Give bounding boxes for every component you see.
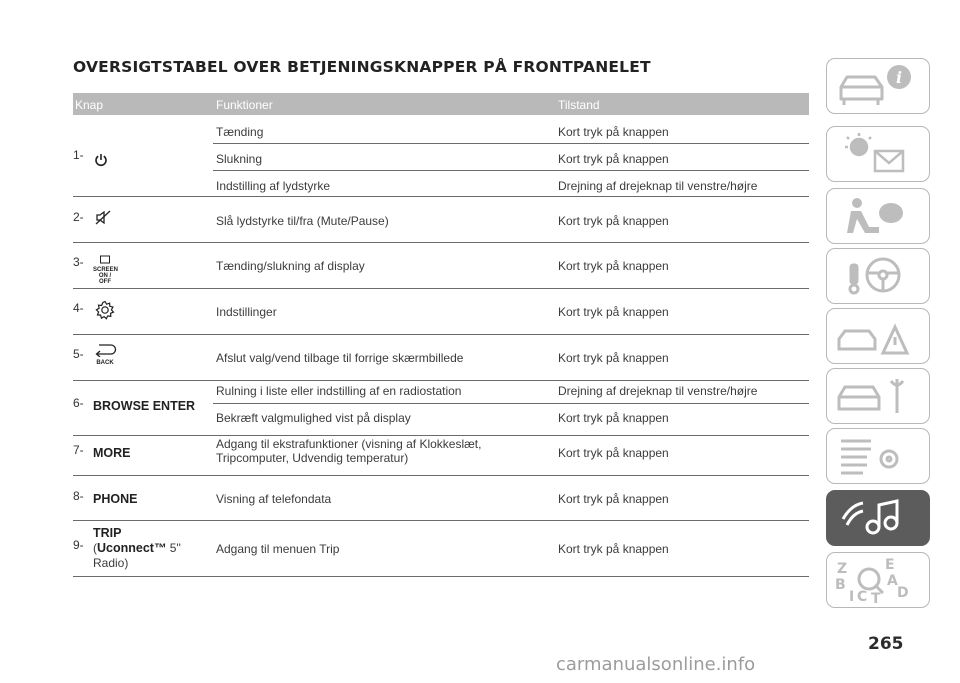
mute-speaker-icon [95, 210, 111, 228]
function-text: Slå lydstyrke til/fra (Mute/Pause) [216, 214, 389, 228]
state-text: Kort tryk på knappen [558, 305, 669, 319]
table-row [73, 335, 809, 380]
power-icon [94, 153, 108, 170]
function-text-line: Tripcomputer, Udvendig temperatur) [216, 451, 409, 465]
index-letter: A [887, 573, 898, 589]
state-text: Kort tryk på knappen [558, 152, 669, 166]
screen-icon [93, 253, 117, 285]
table-row [73, 381, 809, 435]
state-text: Kort tryk på knappen [558, 542, 669, 556]
row-number: 9- [73, 538, 84, 552]
row-number: 4- [73, 301, 84, 315]
function-text: Tænding [216, 125, 264, 139]
row-number: 2- [73, 210, 84, 224]
row-number: 8- [73, 489, 84, 503]
row-divider [213, 170, 809, 171]
header-funktioner: Funktioner [216, 98, 273, 112]
nav-tab-index[interactable] [826, 552, 930, 608]
state-text: Drejning af drejeknap til venstre/højre [558, 384, 758, 398]
row-number: 1- [73, 148, 84, 162]
header-tilstand: Tilstand [558, 98, 600, 112]
nav-tab-technical-data[interactable] [826, 428, 930, 484]
index-letter: I [849, 589, 855, 605]
table-row [73, 521, 809, 577]
table-row [73, 476, 809, 521]
svg-text:i: i [895, 68, 903, 87]
state-text: Kort tryk på knappen [558, 214, 669, 228]
car-maintenance-icon [827, 369, 929, 423]
row-divider [213, 143, 809, 144]
nav-tab-airbag-safety[interactable] [826, 188, 930, 244]
table-header [73, 93, 809, 115]
screen-icon-label: ON / OFF [98, 273, 112, 285]
row-number: 5- [73, 347, 84, 361]
table-row [73, 243, 809, 288]
car-info-icon [827, 59, 929, 113]
row-number: 3- [73, 255, 84, 269]
index-letter: D [897, 585, 909, 601]
header-knap: Knap [75, 98, 104, 112]
function-text: Indstilling af lydstyrke [216, 179, 331, 193]
radio-label: Radio) [93, 556, 129, 570]
nav-tab-multimedia[interactable] [826, 490, 930, 546]
function-text: Afslut valg/vend tilbage til forrige skærmbillede [216, 351, 464, 365]
index-letter: E [885, 557, 895, 573]
index-letter: C [857, 589, 868, 605]
emergency-icon [827, 309, 929, 363]
screen-icon-label: SCREEN [93, 267, 119, 273]
browse-enter-label: BROWSE ENTER [93, 399, 196, 413]
row-divider [213, 403, 809, 404]
watermark: carmanualsonline.info [556, 654, 756, 675]
nav-tab-car-info[interactable] [826, 58, 930, 114]
nav-tab-emergency[interactable] [826, 308, 930, 364]
function-text: Bekræft valgmulighed vist på display [216, 411, 411, 425]
function-text-line: Adgang til ekstrafunktioner (visning af Klokkeslæt, [216, 437, 482, 451]
state-text: Kort tryk på knappen [558, 411, 669, 425]
state-text: Kort tryk på knappen [558, 492, 669, 506]
state-text: Kort tryk på knappen [558, 351, 669, 365]
function-text: Visning af telefondata [216, 492, 332, 506]
state-text: Kort tryk på knappen [558, 259, 669, 273]
row-divider [73, 576, 809, 577]
more-label: MORE [93, 446, 131, 460]
table-row [73, 289, 809, 334]
index-letter: B [835, 577, 846, 593]
function-text: Rulning i liste eller indstilling af en radiostation [216, 384, 462, 398]
index-icon [827, 553, 929, 607]
technical-data-icon [827, 429, 929, 483]
function-text: Tænding/slukning af display [216, 259, 365, 273]
controls-table [73, 93, 809, 570]
uconnect-label: Uconnect™ [97, 541, 167, 555]
function-text: Indstillinger [216, 305, 277, 319]
row-number: 7- [73, 443, 84, 457]
radio-size: 5" [169, 541, 181, 555]
row-number: 6- [73, 396, 84, 410]
nav-tab-warning-lights[interactable] [826, 126, 930, 182]
key-steering-icon [827, 249, 929, 303]
phone-label: PHONE [93, 492, 138, 506]
trip-label: TRIP [93, 526, 122, 540]
function-text: Slukning [216, 152, 263, 166]
table-row [73, 197, 809, 242]
multimedia-icon [827, 491, 929, 545]
nav-tab-key-steering[interactable] [826, 248, 930, 304]
function-text: Adgang til menuen Trip [216, 542, 340, 556]
state-text: Drejning af drejeknap til venstre/højre [558, 179, 758, 193]
page-number: 265 [868, 634, 904, 654]
table-row [73, 115, 809, 196]
nav-tab-car-maintenance[interactable] [826, 368, 930, 424]
index-letter: Z [837, 561, 848, 577]
trip-sublabel: (Uconnect™ 5" [93, 541, 181, 555]
settings-gear-icon [94, 299, 116, 324]
back-icon-label: BACK [96, 360, 114, 366]
state-text: Kort tryk på knappen [558, 446, 669, 460]
state-text: Kort tryk på knappen [558, 125, 669, 139]
back-arrow-icon [93, 343, 117, 366]
index-letter: T [871, 591, 881, 607]
page-title: OVERSIGTSTABEL OVER BETJENINGSKNAPPER PÅ FRONTPANELET [73, 58, 651, 76]
airbag-safety-icon [827, 189, 929, 243]
warning-lights-icon [827, 127, 929, 181]
